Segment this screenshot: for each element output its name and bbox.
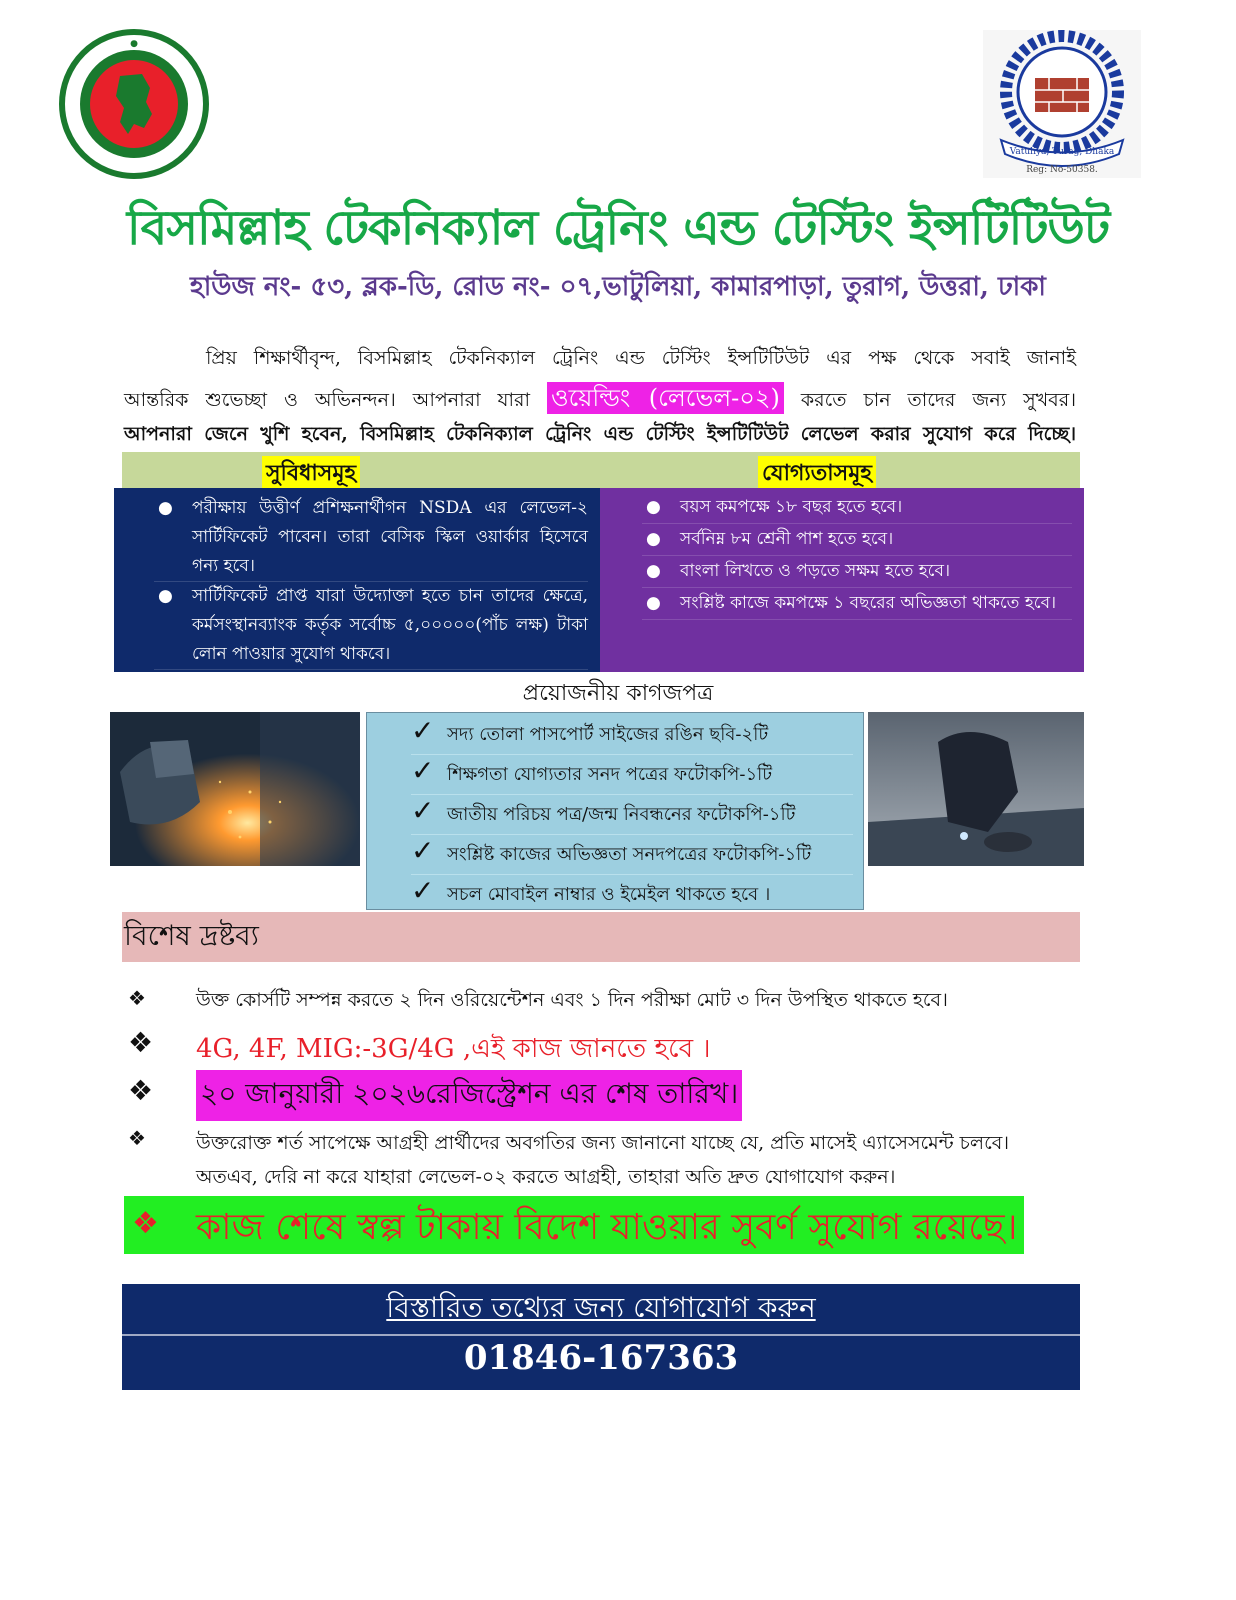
checkmark-icon: ✓	[411, 754, 435, 787]
diamond-bullet-icon: ❖	[128, 1126, 146, 1150]
bullet-icon: ●	[646, 593, 661, 613]
benefits-heading: সুবিধাসমূহ	[262, 456, 360, 493]
svg-text:●: ●	[130, 39, 138, 49]
welding-photo-right	[868, 712, 1084, 866]
bullet-icon: ●	[646, 497, 661, 517]
document-item: ✓ জাতীয় পরিচয় পত্র/জন্ম নিবন্ধনের ফটোকপি-১টি	[411, 795, 853, 835]
checkmark-icon: ✓	[411, 714, 435, 747]
intro-line-2-after: করতে চান তাদের জন্য সুখবর।	[800, 389, 1076, 411]
bullet-icon: ●	[158, 586, 173, 606]
special-note-heading: বিশেষ দ্রষ্টব্য	[124, 919, 259, 952]
bullet-icon: ●	[646, 529, 661, 549]
checkmark-icon: ✓	[411, 874, 435, 907]
contact-label: বিস্তারিত তথ্যের জন্য যোগাযোগ করুন	[386, 1291, 816, 1324]
document-item: ✓ সংশ্লিষ্ট কাজের অভিজ্ঞতা সনদপত্রের ফটোকপি-১টি	[411, 835, 853, 875]
course-highlight: ওয়েল্ডিং (লেভেল-০২)	[547, 382, 784, 414]
benefits-panel	[114, 488, 600, 672]
abroad-opportunity-text: কাজ শেষে স্বল্প টাকায় বিদেশ যাওয়ার সুবর্ণ সুযোগ রয়েছে।	[196, 1207, 1018, 1248]
diamond-bullet-icon: ❖	[128, 1026, 154, 1059]
bullet-icon: ●	[158, 498, 173, 518]
institute-title: বিসমিল্লাহ টেকনিক্যাল ট্রেনিং এন্ড টেস্টিং ইন্সটিটিউট	[126, 200, 1110, 256]
special-note-band	[122, 912, 1080, 962]
document-item: ✓ শিক্ষগতা যোগ্যতার সনদ পত্রের ফটোকপি-১টি	[411, 755, 853, 795]
checkmark-icon: ✓	[411, 834, 435, 867]
eligibility-item: ● বাংলা লিখতে ও পড়তে সক্ষম হতে হবে।	[642, 556, 1072, 588]
institute-address: হাউজ নং- ৫৩, ব্লক-ডি, রোড নং- ০৭,ভাটুলিয়া, কামারপাড়া, তুরাগ, উত্তরা, ঢাকা	[190, 272, 1046, 302]
eligibility-item: ● সংশ্লিষ্ট কাজে কমপক্ষে ১ বছরের অভিজ্ঞতা থাকতে হবে।	[642, 588, 1072, 620]
note-item-4: উক্তরোক্ত শর্ত সাপেক্ষে আগ্রহী প্রার্থীদের অবগতির জন্য জানানো যাচ্ছে যে, প্রতি মাসেই এ্যাসেসমেন্ট চলবে। অতএব, দেরি না করে যাহারা লেভেল-০২ করতে আগ্রহী, তাহারা অতি দ্রুত যোগাযোগ করুন।	[196, 1132, 1010, 1188]
institute-logo	[983, 30, 1141, 178]
diamond-bullet-icon: ❖	[128, 986, 146, 1010]
eligibility-item: ● সর্বনিম্ন ৮ম শ্রেনী পাশ হতে হবে।	[642, 524, 1072, 556]
bullet-icon: ●	[646, 561, 661, 581]
intro-line-3: আপনারা জেনে খুশি হবেন, বিসমিল্লাহ টেকনিক্যাল ট্রেনিং এন্ড টেস্টিং ইন্সটিটিউট লেভেল করার সুযোগ করে দিচ্ছে।	[124, 423, 1076, 445]
logo-banner-text: Vatuliya, Turag, Dhaka	[1009, 147, 1115, 157]
logo-reg-text: Reg: No-50358.	[1026, 165, 1098, 175]
diamond-bullet-icon: ❖	[132, 1206, 159, 1241]
contact-phone[interactable]: 01846-167363	[463, 1338, 739, 1378]
benefit-item: ● সার্টিফিকেট প্রাপ্ত যারা উদ্যোক্তা হতে চান তাদের ক্ষেত্রে, কর্মসংস্থানব্যাংক কর্তৃক সর্বোচ্চ ৫,০০০০০(পাঁচ লক্ষ) টাকা লোন পাওয়ার সুযোগ থাকবে।	[154, 582, 588, 670]
government-seal-logo	[58, 28, 210, 180]
documents-panel	[366, 712, 864, 910]
eligibility-item: ● বয়স কমপক্ষে ১৮ বছর হতে হবে।	[642, 492, 1072, 524]
documents-heading: প্রয়োজনীয় কাগজপত্র	[522, 681, 714, 706]
contact-divider	[122, 1334, 1080, 1336]
intro-line-2	[124, 386, 1076, 412]
eligibility-panel	[600, 488, 1084, 672]
diamond-bullet-icon: ❖	[128, 1074, 154, 1107]
eligibility-heading: যোগ্যতাসমূহ	[758, 456, 876, 493]
note-item-2: 4G, 4F, MIG:-3G/4G ,এই কাজ জানতে হবে ।	[196, 1034, 711, 1064]
intro-line-1: প্রিয় শিক্ষার্থীবৃন্দ, বিসমিল্লাহ টেকনিক্যাল ট্রেনিং এন্ড টেস্টিং ইন্সটিটিউট এর পক্ষ থেকে সবাই জানাই	[206, 347, 1076, 369]
checkmark-icon: ✓	[411, 794, 435, 827]
document-item: ✓ সচল মোবাইল নাম্বার ও ইমেইল থাকতে হবে ।	[411, 875, 853, 915]
benefit-item: ● পরীক্ষায় উত্তীর্ণ প্রশিক্ষনার্থীগন NSDA এর লেভেল-২ সার্টিফিকেট পাবেন। তারা বেসিক স্কিল ওয়ার্কার হিসেবে গন্য হবে।	[154, 494, 588, 582]
document-item: ✓ সদ্য তোলা পাসপোর্ট সাইজের রঙিন ছবি-২টি	[411, 715, 853, 755]
welding-photo-left	[110, 712, 360, 866]
note-item-1: উক্ত কোর্সটি সম্পন্ন করতে ২ দিন ওরিয়েন্টেশন এবং ১ দিন পরীক্ষা মোট ৩ দিন উপস্থিত থাকতে হবে।	[196, 989, 948, 1011]
registration-deadline: ২০ জানুয়ারী ২০২৬রেজিস্ট্রেশন এর শেষ তারিখ।	[196, 1070, 742, 1121]
intro-line-2-before: আন্তরিক শুভেচ্ছা ও অভিনন্দন। আপনারা যারা	[124, 389, 530, 411]
